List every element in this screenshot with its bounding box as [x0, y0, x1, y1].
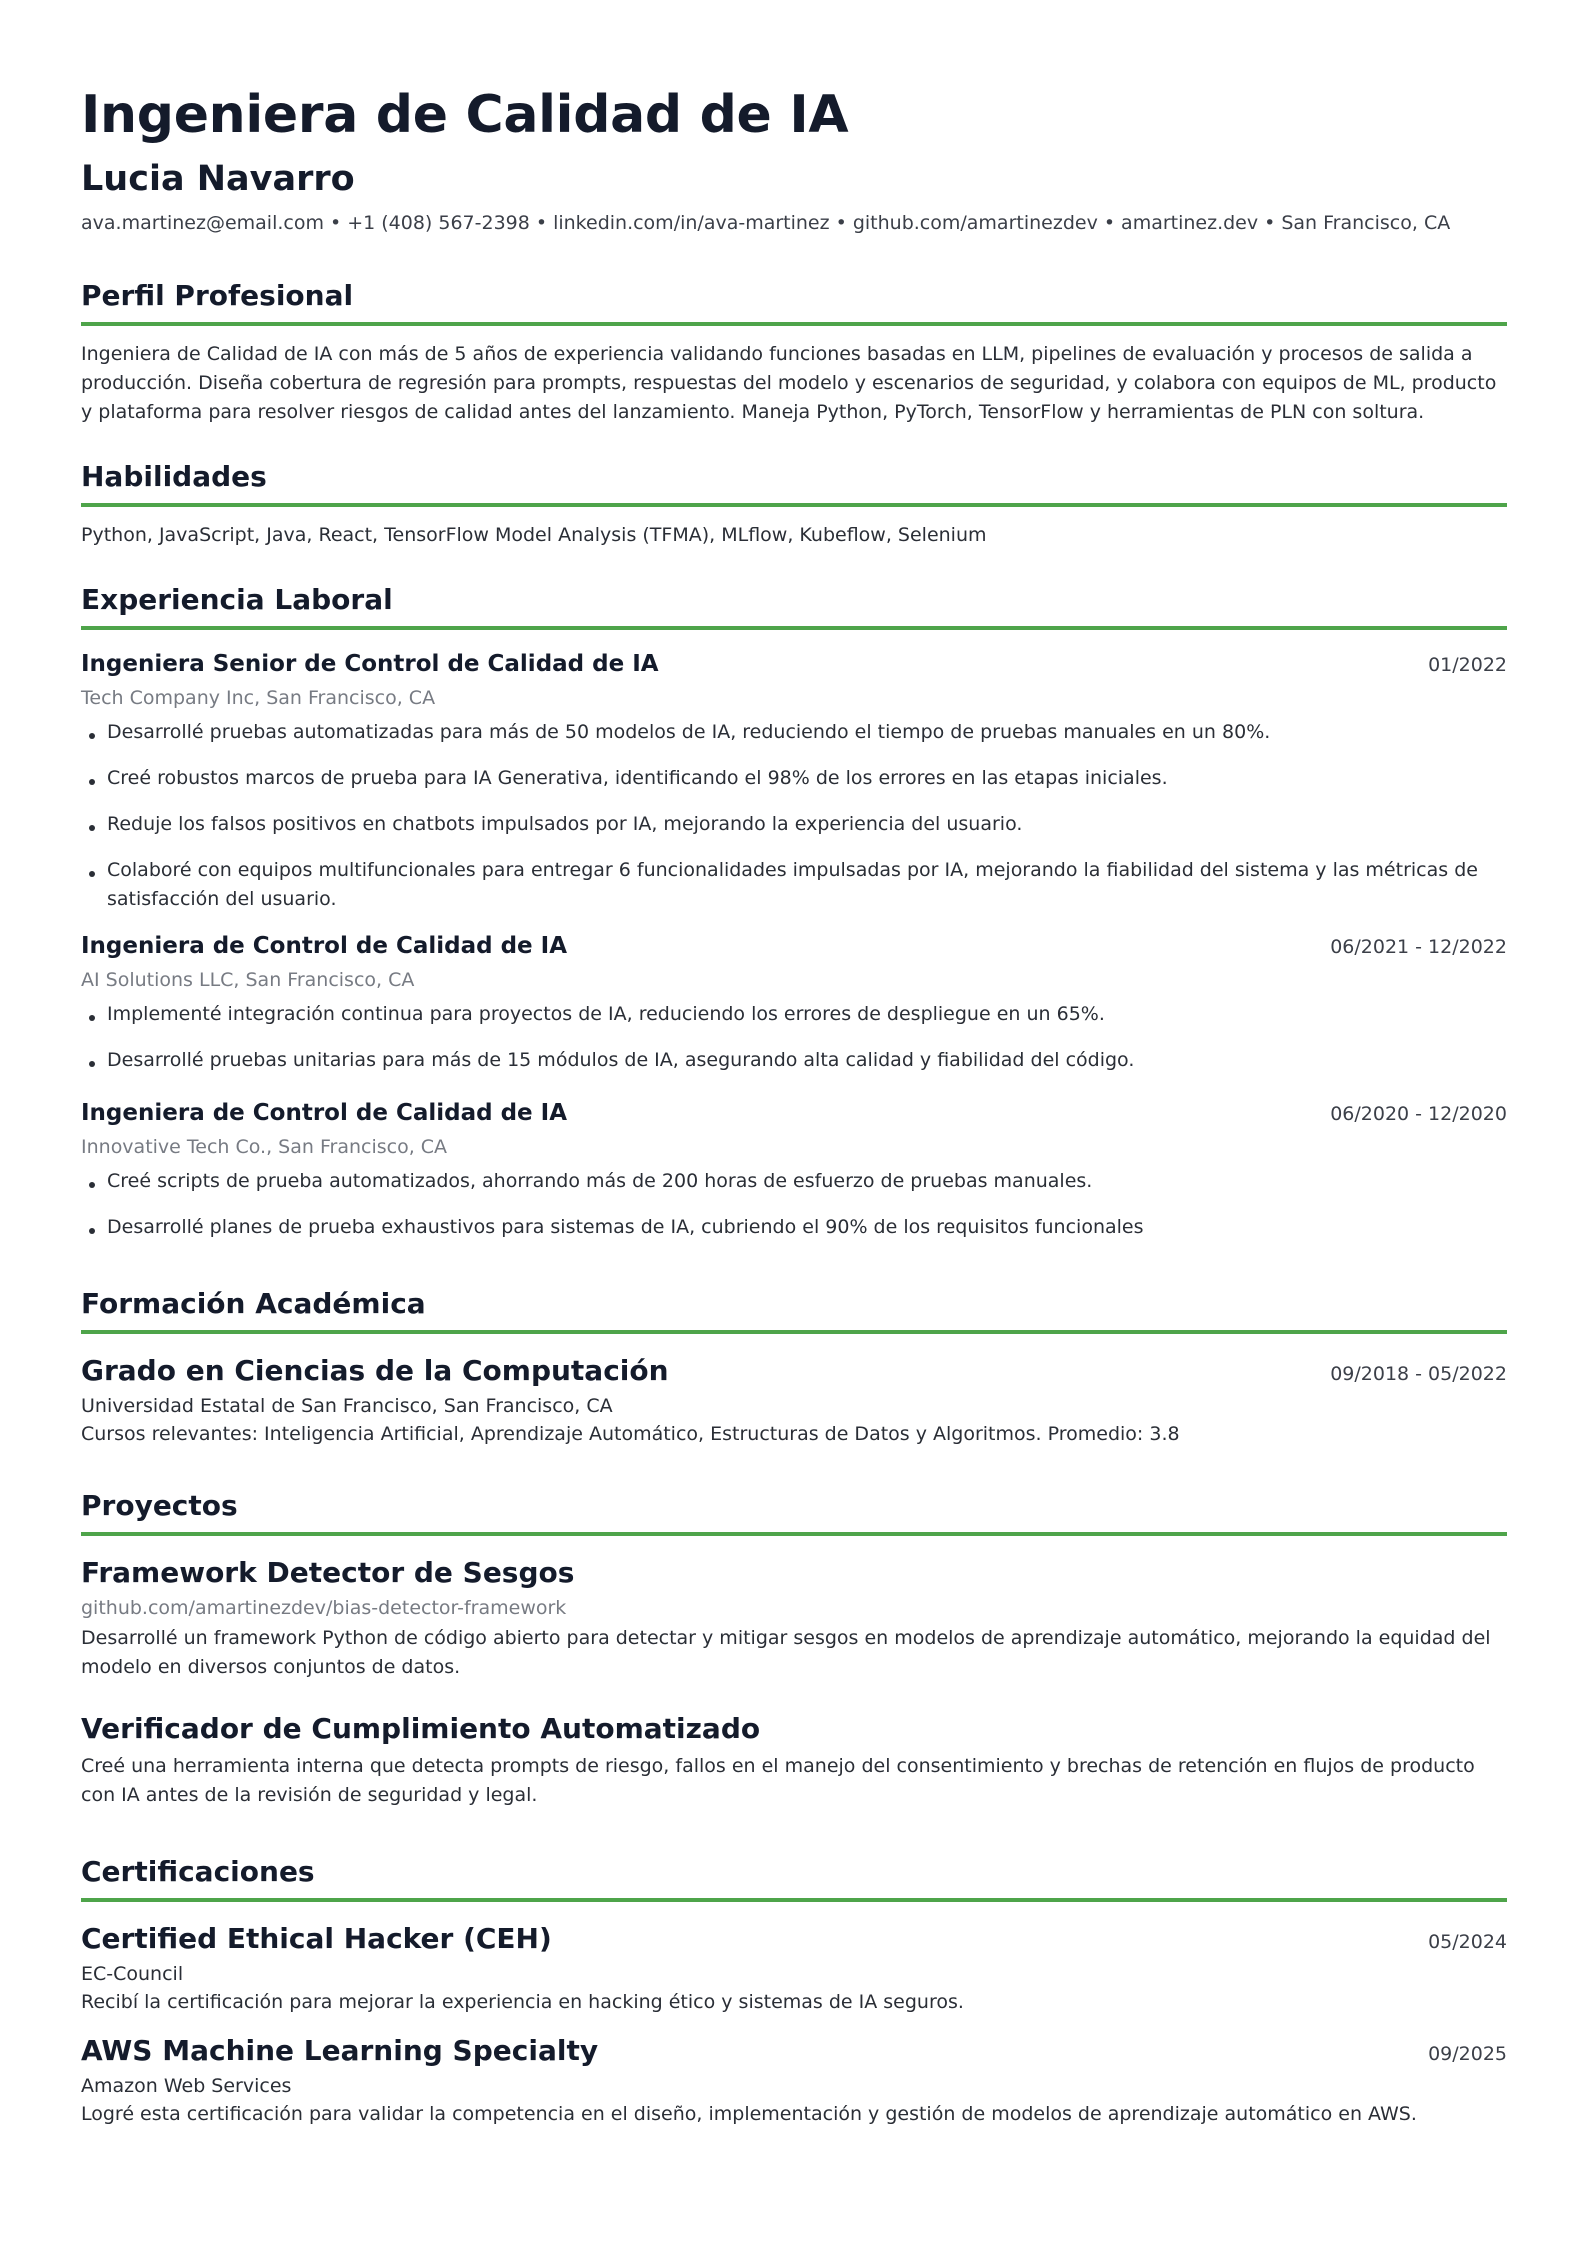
- certification-description: Logré esta certificación para validar la competencia en el diseño, implementación y gestión de modelos de aprendizaje automático en AWS.: [81, 2103, 1417, 2125]
- certification-title: AWS Machine Learning Specialty: [81, 2034, 599, 2067]
- certifications-section: [81, 1854, 1507, 2128]
- bullet-text: Reduje los falsos positivos en chatbots impulsados por IA, mejorando la experiencia del usuario.: [107, 813, 1023, 835]
- bullet-text: Desarrollé pruebas unitarias para más de 15 módulos de IA, asegurando alta calidad y fiabilidad del código.: [107, 1049, 1135, 1071]
- degree-title: Grado en Ciencias de la Computación: [81, 1354, 669, 1387]
- contact-website[interactable]: amartinez.dev: [1121, 212, 1259, 234]
- bullet-icon: [89, 1228, 95, 1234]
- list-item: [81, 718, 1507, 747]
- bullet-text: Creé robustos marcos de prueba para IA Generativa, identificando el 98% de los errores en las etapas iniciales.: [107, 767, 1168, 789]
- list-item: [81, 1213, 1507, 1242]
- bullet-text: Creé scripts de prueba automatizados, ahorrando más de 200 horas de esfuerzo de pruebas manuales.: [107, 1170, 1093, 1192]
- bullet-text: Desarrollé pruebas automatizadas para más de 50 modelos de IA, reduciendo el tiempo de pruebas manuales en un 80%.: [107, 721, 1271, 743]
- job-date: 06/2021 - 12/2022: [1330, 936, 1507, 958]
- contact-location: San Francisco, CA: [1281, 212, 1451, 234]
- section-heading: Experiencia Laboral: [81, 582, 1507, 630]
- projects-section: [81, 1488, 1507, 1810]
- contact-linkedin[interactable]: linkedin.com/in/ava-martinez: [553, 212, 830, 234]
- job-company: AI Solutions LLC, San Francisco, CA: [81, 969, 415, 991]
- contact-email[interactable]: ava.martinez@email.com: [81, 212, 324, 234]
- bullet-text: Colaboré con equipos multifuncionales para entregar 6 funcionalidades impulsadas por IA, mejorando la fiabilidad del sistema y las métricas de satisfacción del usuario.: [107, 859, 1478, 910]
- contact-separator: •: [535, 212, 548, 234]
- section-heading: Certificaciones: [81, 1854, 1507, 1902]
- bullet-icon: [89, 871, 95, 877]
- job-title-heading: Ingeniera de Calidad de IA: [81, 85, 849, 145]
- list-item: [81, 1167, 1507, 1196]
- job-date: 01/2022: [1428, 654, 1507, 676]
- job-company: Tech Company Inc, San Francisco, CA: [81, 687, 436, 709]
- certification-date: 05/2024: [1428, 1931, 1507, 1953]
- bullet-icon: [89, 1182, 95, 1188]
- job-entry: [81, 648, 1507, 914]
- job-entry: [81, 930, 1507, 1075]
- project-description: Desarrollé un framework Python de código abierto para detectar y mitigar sesgos en modelos de aprendizaje automático, mejorando la equidad del modelo en diversos conjuntos de datos.: [81, 1627, 1491, 1678]
- skills-text: Python, JavaScript, Java, React, TensorFlow Model Analysis (TFMA), MLflow, Kubeflow, Selenium: [81, 524, 987, 546]
- project-entry: [81, 1554, 1507, 1682]
- contact-separator: •: [1264, 212, 1276, 234]
- contact-phone[interactable]: +1 (408) 567-2398: [347, 212, 530, 234]
- project-title: Framework Detector de Sesgos: [81, 1556, 575, 1589]
- skills-section: [81, 459, 1507, 550]
- bullet-icon: [89, 733, 95, 739]
- certification-date: 09/2025: [1428, 2043, 1507, 2065]
- candidate-name: Lucia Navarro: [81, 159, 355, 199]
- project-entry: [81, 1710, 1507, 1810]
- education-section: [81, 1286, 1507, 1448]
- job-title: Ingeniera de Control de Calidad de IA: [81, 933, 567, 959]
- education-date: 09/2018 - 05/2022: [1330, 1363, 1507, 1385]
- bullet-icon: [89, 779, 95, 785]
- contact-line: [81, 210, 1507, 236]
- project-link[interactable]: github.com/amartinezdev/bias-detector-framework: [81, 1597, 567, 1619]
- bullet-text: Desarrollé planes de prueba exhaustivos para sistemas de IA, cubriendo el 90% de los requisitos funcionales: [107, 1216, 1144, 1238]
- contact-separator: •: [1103, 212, 1116, 234]
- section-heading: Proyectos: [81, 1488, 1507, 1536]
- bullet-icon: [89, 1015, 95, 1021]
- project-description: Creé una herramienta interna que detecta prompts de riesgo, fallos en el manejo del consentimiento y brechas de retención en flujos de producto con IA antes de la revisión de seguridad y legal.: [81, 1755, 1475, 1806]
- bullet-icon: [89, 1061, 95, 1067]
- certification-issuer: Amazon Web Services: [81, 2075, 292, 2097]
- certification-title: Certified Ethical Hacker (CEH): [81, 1922, 552, 1955]
- job-title: Ingeniera de Control de Calidad de IA: [81, 1100, 567, 1126]
- job-title: Ingeniera Senior de Control de Calidad de IA: [81, 651, 659, 677]
- list-item: [81, 856, 1507, 914]
- section-heading: Perfil Profesional: [81, 278, 1507, 326]
- list-item: [81, 1000, 1507, 1029]
- list-item: [81, 764, 1507, 793]
- school-name: Universidad Estatal de San Francisco, San Francisco, CA: [81, 1395, 613, 1417]
- certification-entry: [81, 2032, 1507, 2128]
- bullet-text: Implementé integración continua para proyectos de IA, reduciendo los errores de despliegue en un 65%.: [107, 1003, 1105, 1025]
- list-item: [81, 1046, 1507, 1075]
- contact-separator: •: [835, 212, 847, 234]
- job-bullets: [81, 718, 1507, 914]
- profile-section: [81, 278, 1507, 427]
- job-bullets: [81, 1000, 1507, 1075]
- education-details: Cursos relevantes: Inteligencia Artificial, Aprendizaje Automático, Estructuras de Datos y Algoritmos. Promedio: 3.8: [81, 1423, 1180, 1445]
- section-heading: Habilidades: [81, 459, 1507, 507]
- project-title: Verificador de Cumplimiento Automatizado: [81, 1712, 761, 1745]
- certification-description: Recibí la certificación para mejorar la experiencia en hacking ético y sistemas de IA seguros.: [81, 1991, 964, 2013]
- job-entry: [81, 1097, 1507, 1242]
- contact-github[interactable]: github.com/amartinezdev: [852, 212, 1098, 234]
- experience-section: [81, 582, 1507, 1242]
- contact-separator: •: [329, 212, 342, 234]
- profile-text: Ingeniera de Calidad de IA con más de 5 años de experiencia validando funciones basadas en LLM, pipelines de evaluación y procesos de salida a producción. Diseña cobertura de regresión para prompts, respuestas del modelo y escenarios de seguridad, y colabora con equipos de ML, producto y plataforma para resolver riesgos de calidad antes del lanzamiento. Maneja Python, PyTorch, TensorFlow y herramientas de PLN con soltura.: [81, 343, 1497, 423]
- job-date: 06/2020 - 12/2020: [1330, 1103, 1507, 1125]
- resume-header: [81, 80, 1507, 236]
- section-heading: Formación Académica: [81, 1286, 1507, 1334]
- job-bullets: [81, 1167, 1507, 1242]
- certification-entry: [81, 1920, 1507, 2016]
- list-item: [81, 810, 1507, 839]
- job-company: Innovative Tech Co., San Francisco, CA: [81, 1136, 448, 1158]
- education-entry: [81, 1352, 1507, 1448]
- bullet-icon: [89, 825, 95, 831]
- certification-issuer: EC-Council: [81, 1963, 184, 1985]
